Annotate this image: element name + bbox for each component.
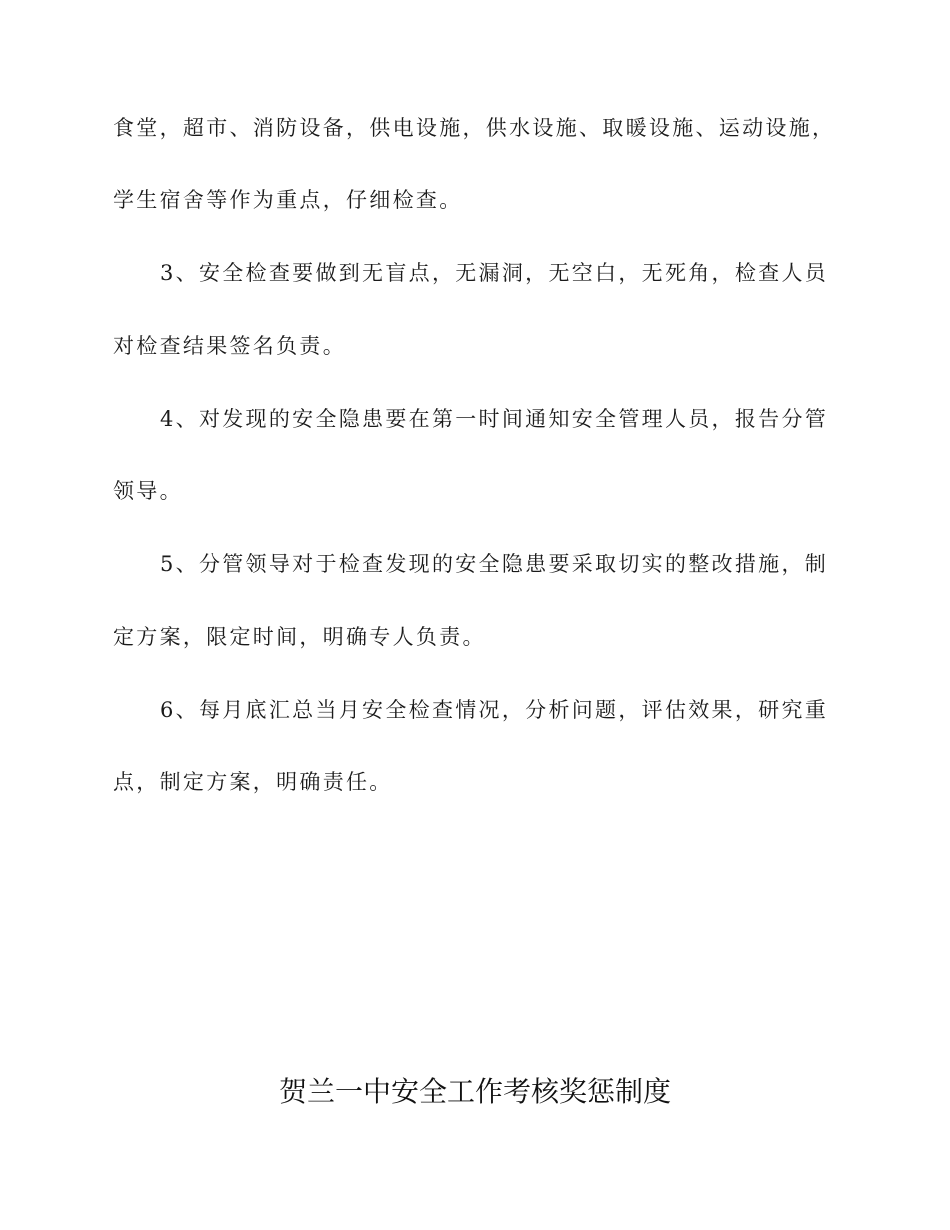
text-line: 4、对发现的安全隐患要在第一时间通知安全管理人员，报告分管 <box>160 407 829 431</box>
text-line: 点，制定方案，明确责任。 <box>113 770 393 794</box>
text-line: 对检查结果签名负责。 <box>113 334 346 358</box>
section-title: 贺兰一中安全工作考核奖惩制度 <box>278 1075 671 1108</box>
text-line: 定方案，限定时间，明确专人负责。 <box>113 625 486 649</box>
text-line: 领导。 <box>113 479 183 503</box>
text-line: 5、分管领导对于检查发现的安全隐患要采取切实的整改措施，制 <box>160 552 829 576</box>
text-line: 学生宿舍等作为重点，仔细检查。 <box>113 188 463 212</box>
text-line: 3、安全检查要做到无盲点，无漏洞，无空白，无死角，检查人员 <box>160 261 829 285</box>
text-line: 6、每月底汇总当月安全检查情况，分析问题，评估效果，研究重 <box>160 698 829 722</box>
text-line: 食堂，超市、消防设备，供电设施，供水设施、取暖设施、运动设施， <box>113 116 836 140</box>
